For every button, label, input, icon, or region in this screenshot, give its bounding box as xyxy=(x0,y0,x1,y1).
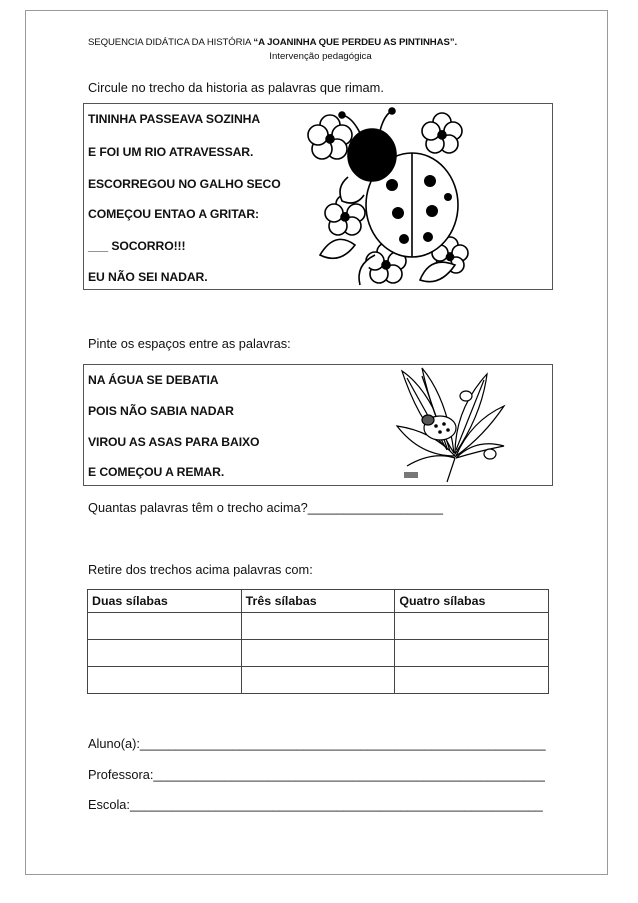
table-cell[interactable] xyxy=(395,640,549,667)
poem2-line-2: POIS NÃO SABIA NADAR xyxy=(88,404,234,418)
table-row xyxy=(88,640,549,667)
table-cell[interactable] xyxy=(241,613,395,640)
syllables-table xyxy=(87,589,549,694)
poem2-line-1: NA ÁGUA SE DEBATIA xyxy=(88,373,219,387)
professora-field[interactable]: Professora:_______________________________________________________ xyxy=(88,767,545,782)
col-tres-silabas: Três sílabas xyxy=(241,590,395,613)
poem1-line-2: E FOI UM RIO ATRAVESSAR. xyxy=(88,145,254,159)
col-quatro-silabas: Quatro sílabas xyxy=(395,590,549,613)
aluno-field[interactable]: Aluno(a):_________________________________________________________ xyxy=(88,736,546,751)
table-row xyxy=(88,667,549,694)
ladybug-flowers-illustration xyxy=(300,105,475,288)
story-title: “A JOANINHA QUE PERDEU AS PINTINHAS”. xyxy=(253,37,458,48)
table-row xyxy=(88,613,549,640)
ladybug-leaves-illustration xyxy=(392,366,507,484)
table-cell[interactable] xyxy=(88,640,242,667)
instruction-syllables: Retire dos trechos acima palavras com: xyxy=(88,562,313,577)
header-line-2: Intervenção pedagógica xyxy=(269,51,372,62)
poem2-line-4: E COMEÇOU A REMAR. xyxy=(88,465,225,479)
question-word-count: Quantas palavras têm o trecho acima?___________________ xyxy=(88,500,444,515)
table-cell[interactable] xyxy=(241,640,395,667)
table-cell[interactable] xyxy=(395,613,549,640)
table-header-row xyxy=(88,590,549,613)
table-cell[interactable] xyxy=(241,667,395,694)
poem2-line-3: VIROU AS ASAS PARA BAIXO xyxy=(88,435,260,449)
poem1-line-6: EU NÃO SEI NADAR. xyxy=(88,270,208,284)
instruction-spaces: Pinte os espaços entre as palavras: xyxy=(88,336,291,351)
poem1-line-1: TININHA PASSEAVA SOZINHA xyxy=(88,112,261,126)
instruction-rhymes: Circule no trecho da historia as palavras que rimam. xyxy=(88,80,384,95)
header-line-1: SEQUENCIA DIDÁTICA DA HISTÓRIA “A JOANINHA QUE PERDEU AS PINTINHAS”. xyxy=(88,37,458,48)
table-cell[interactable] xyxy=(88,613,242,640)
escola-field[interactable]: Escola:__________________________________________________________ xyxy=(88,797,543,812)
poem1-line-5: ___ SOCORRO!!! xyxy=(88,239,186,253)
poem1-line-3: ESCORREGOU NO GALHO SECO xyxy=(88,177,281,191)
table-cell[interactable] xyxy=(395,667,549,694)
table-cell[interactable] xyxy=(88,667,242,694)
poem1-line-4: COMEÇOU ENTAO A GRITAR: xyxy=(88,207,260,221)
col-duas-silabas: Duas sílabas xyxy=(88,590,242,613)
